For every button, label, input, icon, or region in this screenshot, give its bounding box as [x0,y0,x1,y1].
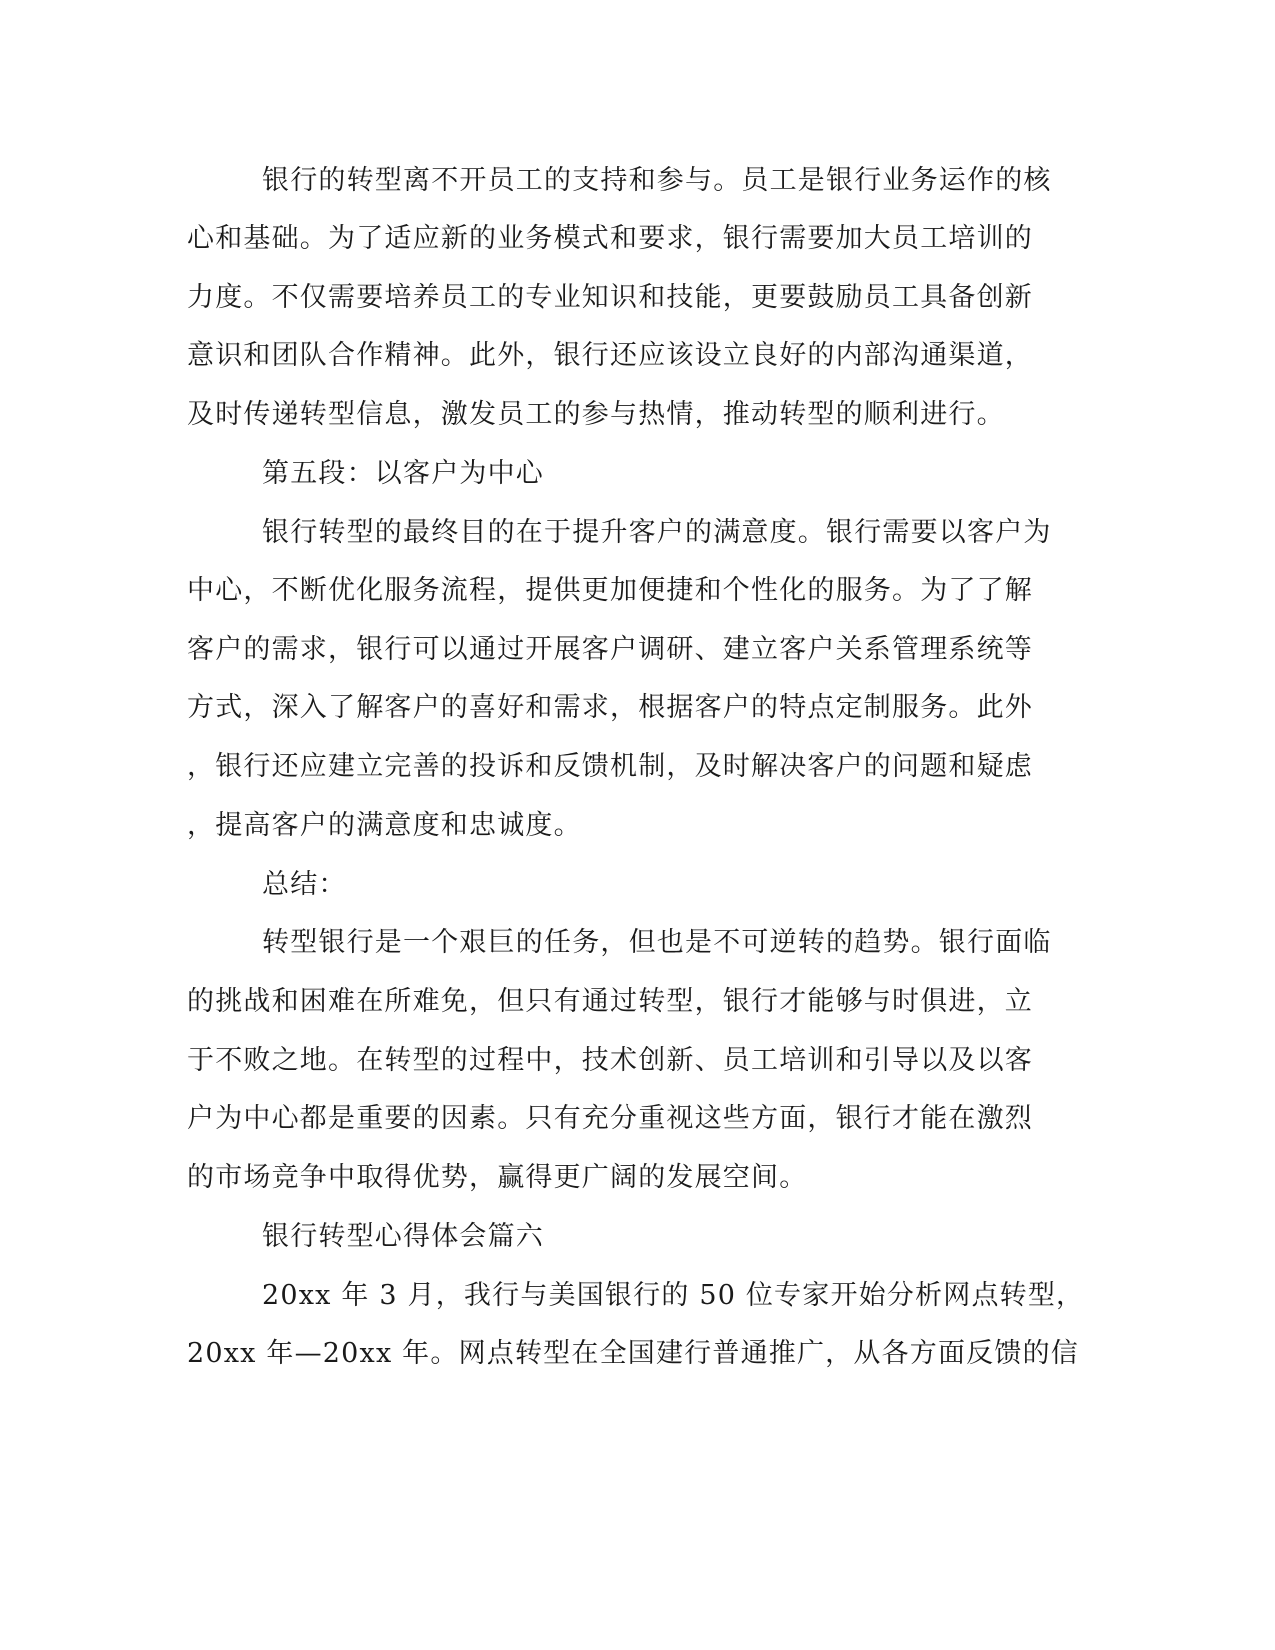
text-line: 20xx 年 3 月，我行与美国银行的 50 位专家开始分析网点转型， [262,1280,1085,1311]
text-line: ，提高客户的满意度和忠诚度。 [187,810,582,841]
text-line: 客户的需求，银行可以通过开展客户调研、建立客户关系管理系统等 [187,634,1033,665]
text-line: 的市场竞争中取得优势，赢得更广阔的发展空间。 [187,1162,808,1193]
text-line: 20xx 年—20xx 年。网点转型在全国建行普通推广，从各方面反馈的信 [187,1338,1079,1369]
section-heading: 总结： [262,869,347,900]
text-line: 户为中心都是重要的因素。只有充分重视这些方面，银行才能在激烈 [187,1103,1033,1134]
text-line: 转型银行是一个艰巨的任务，但也是不可逆转的趋势。银行面临 [262,927,1052,958]
text-line: 银行的转型离不开员工的支持和参与。员工是银行业务运作的核 [262,165,1052,196]
section-heading: 银行转型心得体会篇六 [262,1221,544,1252]
text-line: ，银行还应建立完善的投诉和反馈机制，及时解决客户的问题和疑虑 [187,751,1033,782]
text-line: 银行转型的最终目的在于提升客户的满意度。银行需要以客户为 [262,517,1052,548]
text-line: 中心，不断优化服务流程，提供更加便捷和个性化的服务。为了了解 [187,575,1033,606]
text-line: 及时传递转型信息，激发员工的参与热情，推动转型的顺利进行。 [187,399,1005,430]
text-line: 力度。不仅需要培养员工的专业知识和技能，更要鼓励员工具备创新 [187,282,1033,313]
text-line: 的挑战和困难在所难免，但只有通过转型，银行才能够与时俱进，立 [187,986,1033,1017]
text-line: 方式，深入了解客户的喜好和需求，根据客户的特点定制服务。此外 [187,692,1033,723]
section-heading: 第五段：以客户为中心 [262,458,544,489]
text-line: 心和基础。为了适应新的业务模式和要求，银行需要加大员工培训的 [187,223,1033,254]
text-line: 于不败之地。在转型的过程中，技术创新、员工培训和引导以及以客 [187,1045,1033,1076]
text-line: 意识和团队合作精神。此外，银行还应该设立良好的内部沟通渠道， [187,340,1033,371]
